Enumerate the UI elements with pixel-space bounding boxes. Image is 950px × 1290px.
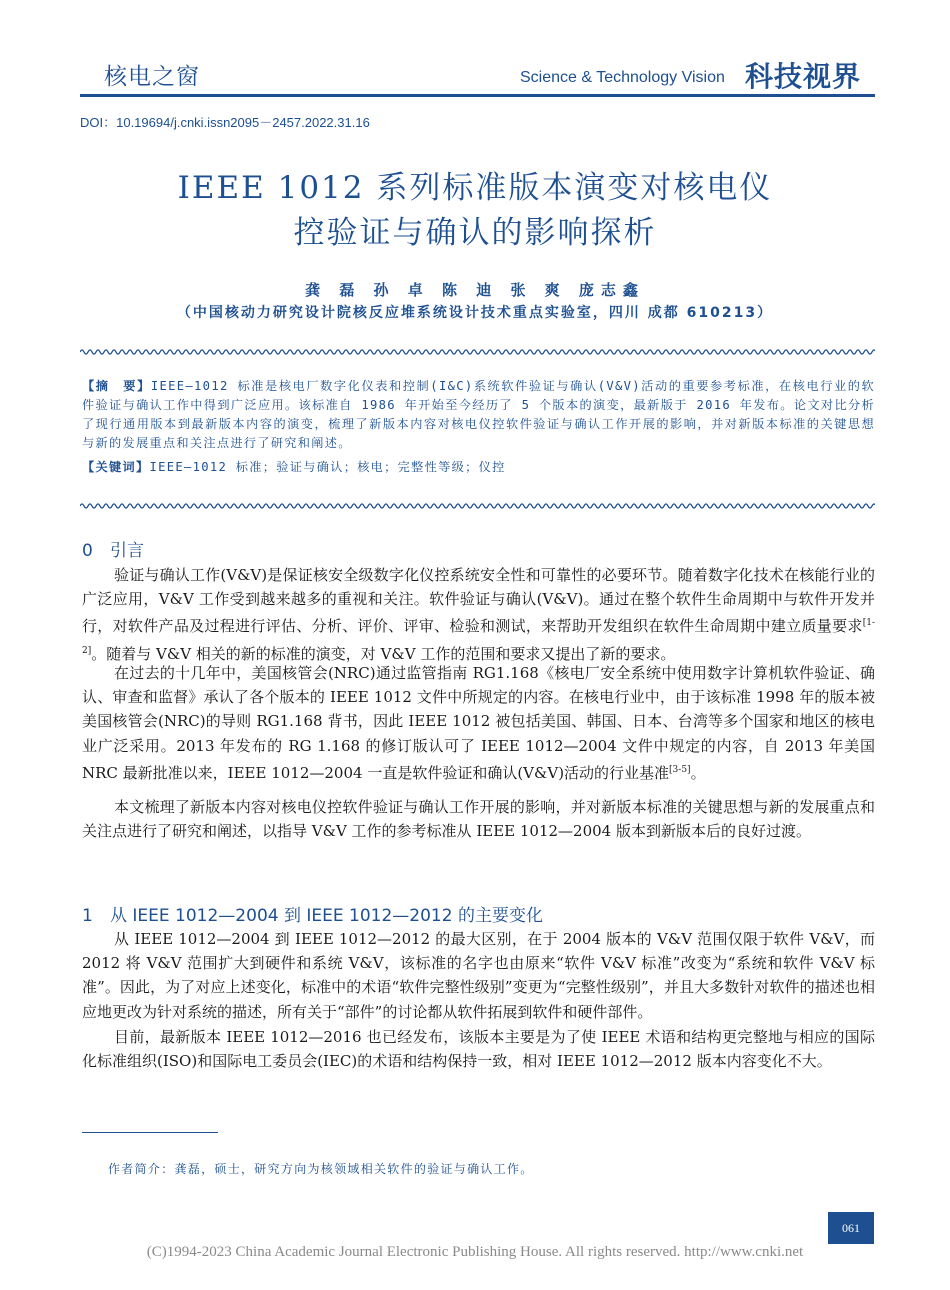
abstract-text: IEEE—1012 标准是核电厂数字化仪表和控制(I&C)系统软件验证与确认(V&V)活动的重要参考标准，在核电行业的软件验证与确认工作中得到广泛应用。该标准自 1986 年开始至今经历了 5 个版本的演变，最新版于 2016 年发布。论文对比分析了现行通用版本到最新版本内容的演变，梳理了新版本内容对核电仪控软件验证与确认工作开展的影响，并对新版本标准的关键思想与新的发展重点和关注点进行了研究和阐述。 [82, 379, 876, 450]
copyright-notice: (C)1994-2023 China Academic Journal Electronic Publishing House. All rights reserved. http://www.cnki.net [146, 1244, 804, 1260]
section-number: 1 [82, 906, 93, 926]
journal-name-cn: 科技视界 [745, 60, 862, 93]
section-title: 引言 [110, 541, 144, 561]
keywords-text: IEEE—1012 标准；验证与确认；核电；完整性等级；仪控 [149, 460, 506, 474]
section-number: 0 [82, 541, 93, 561]
paragraph-text: 验证与确认工作(V&V)是保证核安全级数字化仪控系统安全性和可靠性的必要环节。随着数字化技术在核能行业的广泛应用，V&V 工作受到越来越多的重视和关注。软件验证与确认(V&V)。通过在整个软件生命周期中与软件开发并行，对软件产品及过程进行评估、分析、评价、评审、检验和测试，来帮助开发组织在软件生命周期中建立质量要求 [82, 566, 875, 636]
section-title: 从 IEEE 1012—2004 到 IEEE 1012—2012 的主要变化 [110, 906, 543, 926]
journal-column-name: 核电之窗 [104, 64, 200, 90]
article-title-line-2: 控验证与确认的影响探析 [293, 215, 657, 251]
wavy-divider-top [80, 347, 875, 357]
footnote-rule [82, 1132, 218, 1133]
paragraph [82, 563, 875, 666]
paragraph-text: 从 IEEE 1012—2004 到 IEEE 1012—2012 的最大区别，在于 2004 版本的 V&V 范围仅限于软件 V&V，而 2012 将 V&V 范围扩大到硬件和系统 V&V，该标准的名字也由原来“软件 V&V 标准”改变为“系统和软件 V&V 标准”。因此，为了对应上述变化，标准中的术语“软件完整性级别”变更为“完整性级别”，并且大多数针对软件的描述也相应地更改为针对系统的描述，所有关于“部件”的讨论都从软件拓展到软件和硬件部件。 [82, 930, 875, 1021]
section-heading-introduction [82, 536, 144, 561]
paragraph [82, 927, 875, 1024]
abstract-label: 【摘 要】 [82, 379, 151, 393]
paragraph-text-tail: 。 [690, 763, 706, 782]
paragraph-text: 目前，最新版本 IEEE 1012—2016 也已经发布，该版本主要是为了使 IEEE 术语和结构更完整地与相应的国际化标准组织(ISO)和国际电工委员会(IEC)的术语和结构保持一致，相对 IEEE 1012—2012 版本内容变化不大。 [82, 1028, 875, 1071]
citation: [3-5] [669, 764, 691, 775]
authors: 龚 磊 孙 卓 陈 迪 张 爽 庞志鑫 [305, 281, 645, 299]
wavy-divider-bottom [80, 501, 875, 511]
header-rule [80, 94, 875, 97]
paragraph [82, 1025, 875, 1073]
abstract [82, 377, 875, 453]
keywords-label: 【关键词】 [82, 460, 150, 474]
citation: [1-2] [82, 618, 875, 656]
author-bio-footnote: 作者简介：龚磊，硕士，研究方向为核领域相关软件的验证与确认工作。 [108, 1162, 534, 1176]
paragraph [82, 795, 875, 843]
affiliation: （中国核动力研究设计院核反应堆系统设计技术重点实验室，四川 成都 610213） [176, 305, 774, 321]
paragraph [82, 661, 875, 785]
keywords [82, 458, 875, 477]
page-number: 061 [828, 1212, 874, 1244]
paragraph-text: 在过去的十几年中，美国核管会(NRC)通过监管指南 RG1.168《核电厂安全系统中使用数字计算机软件验证、确认、审查和监督》承认了各个版本的 IEEE 1012 文件中所规定的内容。在核电行业中，由于该标准 1998 年的版本被美国核管会(NRC)的导则 RG1.168 背书，因此 IEEE 1012 被包括美国、韩国、日本、台湾等多个国家和地区的核电业广泛采用。2013 年发布的 RG 1.168 的修订版认可了 IEEE 1012—2004 文件中规定的内容，自 2013 年美国 NRC 最新批准以来，IEEE 1012—2004 一直是软件验证和确认(V&V)活动的行业基准 [82, 664, 875, 782]
journal-name-en: Science & Technology Vision [520, 69, 725, 86]
doi: DOI：10.19694/j.cnki.issn2095－2457.2022.31.16 [80, 115, 370, 130]
section-heading-main-changes [82, 901, 543, 926]
article-title-line-1: IEEE 1012 系列标准版本演变对核电仪 [177, 170, 773, 206]
paragraph-text-tail: 。随着与 V&V 相关的新的标准的演变，对 V&V 工作的范围和要求又提出了新的要求。 [91, 644, 676, 663]
paragraph-text: 本文梳理了新版本内容对核电仪控软件验证与确认工作开展的影响，并对新版本标准的关键思想与新的发展重点和关注点进行了研究和阐述，以指导 V&V 工作的参考标准从 IEEE 1012—2004 版本到新版本后的良好过渡。 [82, 798, 875, 841]
